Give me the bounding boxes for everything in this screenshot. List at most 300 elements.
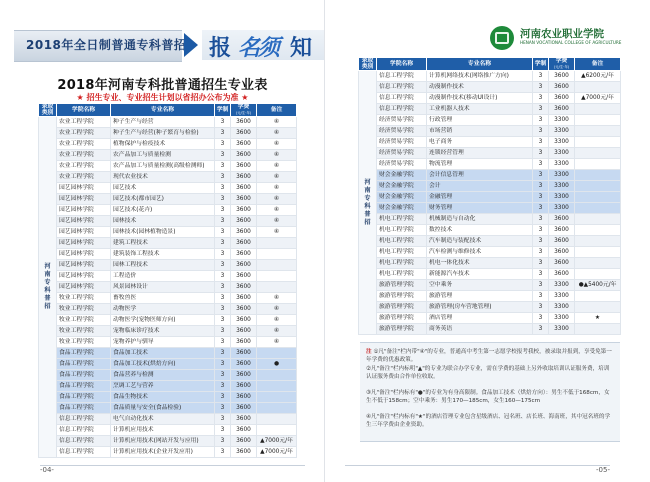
enrollment-table-left [38, 103, 297, 458]
note-cell [575, 247, 621, 258]
years-cell: 3 [215, 304, 231, 315]
years-cell: 3 [533, 313, 549, 324]
table-row [39, 425, 297, 436]
major-cell: 建筑装饰工程技术 [111, 249, 215, 260]
major-cell: 食品质量与安全(食品检验) [111, 403, 215, 414]
header-fee [549, 58, 575, 71]
note-cell [575, 214, 621, 225]
college-cell: 园艺园林学院 [57, 238, 111, 249]
years-cell: 3 [533, 115, 549, 126]
header-fee-unit: (元/生·年) [235, 111, 252, 115]
fee-cell: 3600 [231, 150, 257, 161]
major-cell: 食品生物技术 [111, 392, 215, 403]
note-cell [575, 181, 621, 192]
fee-cell: 3600 [231, 128, 257, 139]
table-row [359, 247, 621, 258]
note-cell [575, 82, 621, 93]
table-row [39, 304, 297, 315]
years-cell: 3 [533, 203, 549, 214]
major-cell: 电子商务 [427, 137, 533, 148]
table-row [39, 183, 297, 194]
years-cell: 3 [533, 225, 549, 236]
fee-cell: 3300 [549, 126, 575, 137]
note-cell: ●▲5400元/年 [575, 280, 621, 291]
table-row [359, 159, 621, 170]
table-row [359, 269, 621, 280]
fee-cell: 3600 [549, 258, 575, 269]
note-cell: ④ [257, 172, 297, 183]
table-row [39, 194, 297, 205]
years-cell: 3 [533, 82, 549, 93]
major-cell: 旅游管理(房车营地管理) [427, 302, 533, 313]
college-cell: 机电工程学院 [377, 258, 427, 269]
years-cell: 3 [215, 392, 231, 403]
major-cell: 园林技术(园林植物造景) [111, 227, 215, 238]
major-cell: 电气自动化技术 [111, 414, 215, 425]
fee-cell: 3600 [231, 359, 257, 370]
college-cell: 牧业工程学院 [57, 304, 111, 315]
fee-cell: 3300 [549, 115, 575, 126]
note-cell [575, 159, 621, 170]
major-cell: 酒店管理 [427, 313, 533, 324]
note-cell: ④ [257, 337, 297, 348]
years-cell: 3 [215, 183, 231, 194]
header-years: 学制 [533, 58, 549, 71]
fee-cell: 3600 [231, 282, 257, 293]
major-cell: 畜牧兽医 [111, 293, 215, 304]
major-cell: 园林技术 [111, 216, 215, 227]
table-row [359, 192, 621, 203]
college-cell: 食品工程学院 [57, 359, 111, 370]
header-note: 备注 [575, 58, 621, 71]
major-cell: 金融管理 [427, 192, 533, 203]
college-cell: 农业工程学院 [57, 139, 111, 150]
college-cell: 园艺园林学院 [57, 216, 111, 227]
fee-cell: 3600 [549, 236, 575, 247]
years-cell: 3 [215, 150, 231, 161]
note-cell [575, 225, 621, 236]
admission-level-cell [359, 71, 377, 335]
note-cell: ★ [575, 313, 621, 324]
years-cell: 3 [215, 315, 231, 326]
fee-cell: 3600 [549, 82, 575, 93]
college-cell: 旅游管理学院 [377, 324, 427, 335]
major-cell: 计算机网络技术(网络推广方向) [427, 71, 533, 82]
years-cell: 3 [215, 172, 231, 183]
table-row [359, 236, 621, 247]
note-cell [575, 258, 621, 269]
major-cell: 食品加工技术(烘焙方向) [111, 359, 215, 370]
banner-arrow-icon [184, 33, 198, 57]
note-text: ④凡"备注"栏内标有"★"的酒店管理专业包含星级酒店、冠名班、店长班、海南班，其中冠名班的学生三年学费由企业资助。 [366, 414, 611, 428]
college-cell: 财会金融学院 [377, 170, 427, 181]
banner-word: 须 [258, 35, 281, 61]
note-cell: ▲7000元/年 [257, 436, 297, 447]
note-cell [257, 403, 297, 414]
note-item [366, 365, 614, 381]
years-cell: 3 [533, 236, 549, 247]
fee-cell: 3600 [549, 71, 575, 82]
right-page [325, 0, 650, 482]
fee-cell: 3600 [549, 104, 575, 115]
table-row [39, 216, 297, 227]
major-cell: 汽车检测与维修技术 [427, 247, 533, 258]
college-cell: 牧业工程学院 [57, 293, 111, 304]
note-cell [575, 324, 621, 335]
table-row [39, 381, 297, 392]
table-row [39, 315, 297, 326]
years-cell: 3 [533, 148, 549, 159]
major-cell: 工业机器人技术 [427, 104, 533, 115]
note-text: ②凡"备注"栏内标明"▲"的专业为联合办学专业，需在学费的基础上另外收取培训认证服务费，培训认证服务费由合作单位收取。 [366, 366, 610, 380]
major-cell: 现代农业技术 [111, 172, 215, 183]
years-cell: 3 [533, 170, 549, 181]
banner-word: 知 [290, 35, 313, 61]
header-major: 专业名称 [427, 58, 533, 71]
college-cell: 园艺园林学院 [57, 227, 111, 238]
header-note: 备注 [257, 104, 297, 117]
note-cell: ④ [257, 150, 297, 161]
years-cell: 3 [215, 161, 231, 172]
table-row [39, 139, 297, 150]
fee-cell: 3600 [231, 337, 257, 348]
major-cell: 建筑工程技术 [111, 238, 215, 249]
fee-cell: 3600 [231, 172, 257, 183]
table-row [39, 337, 297, 348]
major-cell: 财务管理 [427, 203, 533, 214]
note-cell [575, 269, 621, 280]
table-row [359, 126, 621, 137]
years-cell: 3 [533, 192, 549, 203]
note-cell [575, 192, 621, 203]
header-banner [14, 30, 314, 60]
years-cell: 3 [215, 194, 231, 205]
college-cell: 信息工程学院 [377, 104, 427, 115]
table-row [39, 227, 297, 238]
years-cell: 3 [533, 324, 549, 335]
fee-cell: 3600 [231, 392, 257, 403]
college-cell: 食品工程学院 [57, 392, 111, 403]
college-cell: 信息工程学院 [57, 447, 111, 458]
college-logo [490, 24, 630, 52]
note-cell [257, 392, 297, 403]
footer-line [40, 465, 305, 466]
years-cell: 3 [533, 214, 549, 225]
note-cell: ④ [257, 205, 297, 216]
years-cell: 3 [215, 381, 231, 392]
college-cell: 农业工程学院 [57, 117, 111, 128]
fee-cell: 3600 [549, 214, 575, 225]
major-cell: 烹调工艺与营养 [111, 381, 215, 392]
major-cell: 计算机应用技术(企业开发应用) [111, 447, 215, 458]
years-cell: 3 [215, 205, 231, 216]
major-cell: 农产品加工与质量检测(高级检测师) [111, 161, 215, 172]
years-cell: 3 [215, 326, 231, 337]
major-cell: 种子生产与经营 [111, 117, 215, 128]
fee-cell: 3600 [231, 227, 257, 238]
fee-cell: 3600 [231, 205, 257, 216]
header-fee [231, 104, 257, 117]
note-cell [257, 271, 297, 282]
fee-cell: 3600 [231, 260, 257, 271]
fee-cell: 3600 [549, 247, 575, 258]
table-row [39, 370, 297, 381]
note-label: 注 [366, 349, 372, 355]
note-cell: ● [257, 359, 297, 370]
college-cell: 旅游管理学院 [377, 302, 427, 313]
table-row [359, 258, 621, 269]
years-cell: 3 [215, 436, 231, 447]
notes-box [360, 342, 620, 442]
fee-cell: 3600 [231, 249, 257, 260]
table-row [39, 172, 297, 183]
header-level: 录取类别 [39, 104, 57, 117]
header-college: 学院名称 [57, 104, 111, 117]
years-cell: 3 [215, 238, 231, 249]
college-cell: 信息工程学院 [377, 71, 427, 82]
major-cell: 食品营养与检测 [111, 370, 215, 381]
years-cell: 3 [215, 447, 231, 458]
years-cell: 3 [215, 425, 231, 436]
table-row [39, 271, 297, 282]
banner-word: 报 [209, 35, 232, 61]
college-cell: 食品工程学院 [57, 381, 111, 392]
fee-cell: 3300 [549, 170, 575, 181]
college-cell: 机电工程学院 [377, 269, 427, 280]
years-cell: 3 [533, 302, 549, 313]
fee-cell: 3600 [231, 139, 257, 150]
table-row [39, 282, 297, 293]
years-cell: 3 [533, 71, 549, 82]
table-row [359, 137, 621, 148]
table-body [39, 117, 297, 458]
years-cell: 3 [215, 337, 231, 348]
major-cell: 计算机应用技术(网站开发与应用) [111, 436, 215, 447]
major-cell: 动物医学 [111, 304, 215, 315]
table-header-row [39, 104, 297, 117]
fee-cell: 3300 [549, 302, 575, 313]
table-row [39, 392, 297, 403]
college-cell: 园艺园林学院 [57, 260, 111, 271]
note-cell: ▲7000元/年 [575, 93, 621, 104]
major-cell: 数控技术 [427, 225, 533, 236]
table-row [359, 203, 621, 214]
note-cell: ④ [257, 161, 297, 172]
major-cell: 动漫制作技术(移动UI设计) [427, 93, 533, 104]
college-cell: 牧业工程学院 [57, 326, 111, 337]
note-cell: ④ [257, 304, 297, 315]
major-cell: 空中乘务 [427, 280, 533, 291]
fee-cell: 3300 [549, 192, 575, 203]
college-cell: 机电工程学院 [377, 247, 427, 258]
years-cell: 3 [215, 117, 231, 128]
table-row [359, 181, 621, 192]
fee-cell: 3600 [231, 425, 257, 436]
years-cell: 3 [533, 280, 549, 291]
table-row [39, 128, 297, 139]
banner-word: 名 [238, 35, 261, 61]
banner-title: 2018年全日制普通专科普招 [26, 38, 187, 52]
years-cell: 3 [215, 260, 231, 271]
fee-cell: 3600 [231, 293, 257, 304]
header-fee-label: 学费 [555, 58, 568, 64]
major-cell: 宠物临床诊疗技术 [111, 326, 215, 337]
college-cell: 园艺园林学院 [57, 205, 111, 216]
note-cell: ④ [257, 227, 297, 238]
table-body [359, 71, 621, 335]
years-cell: 3 [533, 258, 549, 269]
admission-level-cell [39, 117, 57, 458]
college-cell: 旅游管理学院 [377, 280, 427, 291]
table-header-row [359, 58, 621, 71]
header-fee-label: 学费 [237, 104, 250, 110]
note-cell [257, 282, 297, 293]
fee-cell: 3600 [231, 117, 257, 128]
years-cell: 3 [215, 403, 231, 414]
major-cell: 行政管理 [427, 115, 533, 126]
table-row [359, 313, 621, 324]
table-row [359, 115, 621, 126]
college-cell: 园艺园林学院 [57, 183, 111, 194]
table-row [359, 214, 621, 225]
note-item [366, 348, 614, 364]
major-cell: 商务英语 [427, 324, 533, 335]
major-cell: 植物保护与检疫技术 [111, 139, 215, 150]
major-cell: 会计 [427, 181, 533, 192]
table-row [359, 82, 621, 93]
note-cell: ▲6200元/年 [575, 71, 621, 82]
fee-cell: 3300 [549, 313, 575, 324]
fee-cell: 3600 [231, 304, 257, 315]
years-cell: 3 [533, 269, 549, 280]
note-cell [575, 203, 621, 214]
years-cell: 3 [215, 271, 231, 282]
major-cell: 种子生产与经营(种子繁育与检验) [111, 128, 215, 139]
years-cell: 3 [215, 359, 231, 370]
table-row [359, 71, 621, 82]
fee-cell: 3600 [231, 326, 257, 337]
note-cell: ④ [257, 216, 297, 227]
years-cell: 3 [215, 216, 231, 227]
college-cell: 园艺园林学院 [57, 194, 111, 205]
major-cell: 食品加工技术 [111, 348, 215, 359]
college-cell: 财会金融学院 [377, 181, 427, 192]
college-cell: 园艺园林学院 [57, 282, 111, 293]
table-row [39, 348, 297, 359]
fee-cell: 3600 [549, 225, 575, 236]
note-cell: ④ [257, 315, 297, 326]
college-cell: 旅游管理学院 [377, 313, 427, 324]
admission-level-label: 河南专科普招 [44, 263, 51, 310]
major-cell: 园艺技术 [111, 183, 215, 194]
note-cell: ④ [257, 128, 297, 139]
fee-cell: 3600 [231, 161, 257, 172]
major-cell: 机电一体化技术 [427, 258, 533, 269]
note-cell [257, 370, 297, 381]
page-number: -05- [596, 466, 610, 474]
note-cell [257, 414, 297, 425]
table-row [39, 205, 297, 216]
note-cell [575, 291, 621, 302]
major-cell: 宠物养护与驯导 [111, 337, 215, 348]
note-cell [575, 104, 621, 115]
fee-cell: 3300 [549, 148, 575, 159]
table-row [39, 293, 297, 304]
fee-cell: 3300 [549, 203, 575, 214]
note-cell [575, 137, 621, 148]
major-cell: 园艺技术(花卉) [111, 205, 215, 216]
note-cell [575, 236, 621, 247]
note-cell [575, 302, 621, 313]
table-row [359, 324, 621, 335]
fee-cell: 3600 [549, 269, 575, 280]
college-cell: 牧业工程学院 [57, 337, 111, 348]
fee-cell: 3600 [231, 216, 257, 227]
table-row [39, 260, 297, 271]
fee-cell: 3600 [231, 348, 257, 359]
college-cell: 经济贸易学院 [377, 126, 427, 137]
table-row [359, 280, 621, 291]
major-cell: 园林工程技术 [111, 260, 215, 271]
table-row [39, 359, 297, 370]
major-cell: 物流管理 [427, 159, 533, 170]
college-cell: 机电工程学院 [377, 225, 427, 236]
years-cell: 3 [533, 159, 549, 170]
note-cell [575, 115, 621, 126]
note-cell [257, 348, 297, 359]
years-cell: 3 [215, 282, 231, 293]
college-cell: 园艺园林学院 [57, 271, 111, 282]
fee-cell: 3600 [231, 436, 257, 447]
note-cell [257, 425, 297, 436]
fee-cell: 3300 [549, 159, 575, 170]
note-cell [257, 381, 297, 392]
major-cell: 机械制造与自动化 [427, 214, 533, 225]
note-item [366, 413, 614, 429]
table-row [39, 249, 297, 260]
major-cell: 新能源汽车技术 [427, 269, 533, 280]
college-cell: 牧业工程学院 [57, 315, 111, 326]
college-cell: 农业工程学院 [57, 128, 111, 139]
college-cell: 经济贸易学院 [377, 159, 427, 170]
table-row [359, 93, 621, 104]
college-cell: 信息工程学院 [377, 82, 427, 93]
table-row [359, 302, 621, 313]
major-cell: 动物医学(宠物医师方向) [111, 315, 215, 326]
major-cell: 连锁经营管理 [427, 148, 533, 159]
years-cell: 3 [215, 227, 231, 238]
note-cell: ④ [257, 117, 297, 128]
note-text: ①凡"备注"栏内带"④"的专业，普通高中考生第一志愿学校报考我校，被录取并报到，享受免第一年学费的优惠政策。 [366, 349, 612, 363]
table-row [39, 436, 297, 447]
years-cell: 3 [215, 370, 231, 381]
document-title: 2018年河南专科批普通招生专业表 [57, 78, 268, 93]
college-cell: 财会金融学院 [377, 192, 427, 203]
table-row [359, 104, 621, 115]
years-cell: 3 [533, 93, 549, 104]
note-cell: ④ [257, 139, 297, 150]
college-cell: 机电工程学院 [377, 214, 427, 225]
college-cell: 农业工程学院 [57, 172, 111, 183]
note-cell [575, 170, 621, 181]
major-cell: 会计信息管理 [427, 170, 533, 181]
banner-bar [14, 30, 187, 62]
major-cell: 工程造价 [111, 271, 215, 282]
years-cell: 3 [215, 348, 231, 359]
table-row [39, 117, 297, 128]
major-cell: 市场营销 [427, 126, 533, 137]
college-cell: 信息工程学院 [377, 93, 427, 104]
